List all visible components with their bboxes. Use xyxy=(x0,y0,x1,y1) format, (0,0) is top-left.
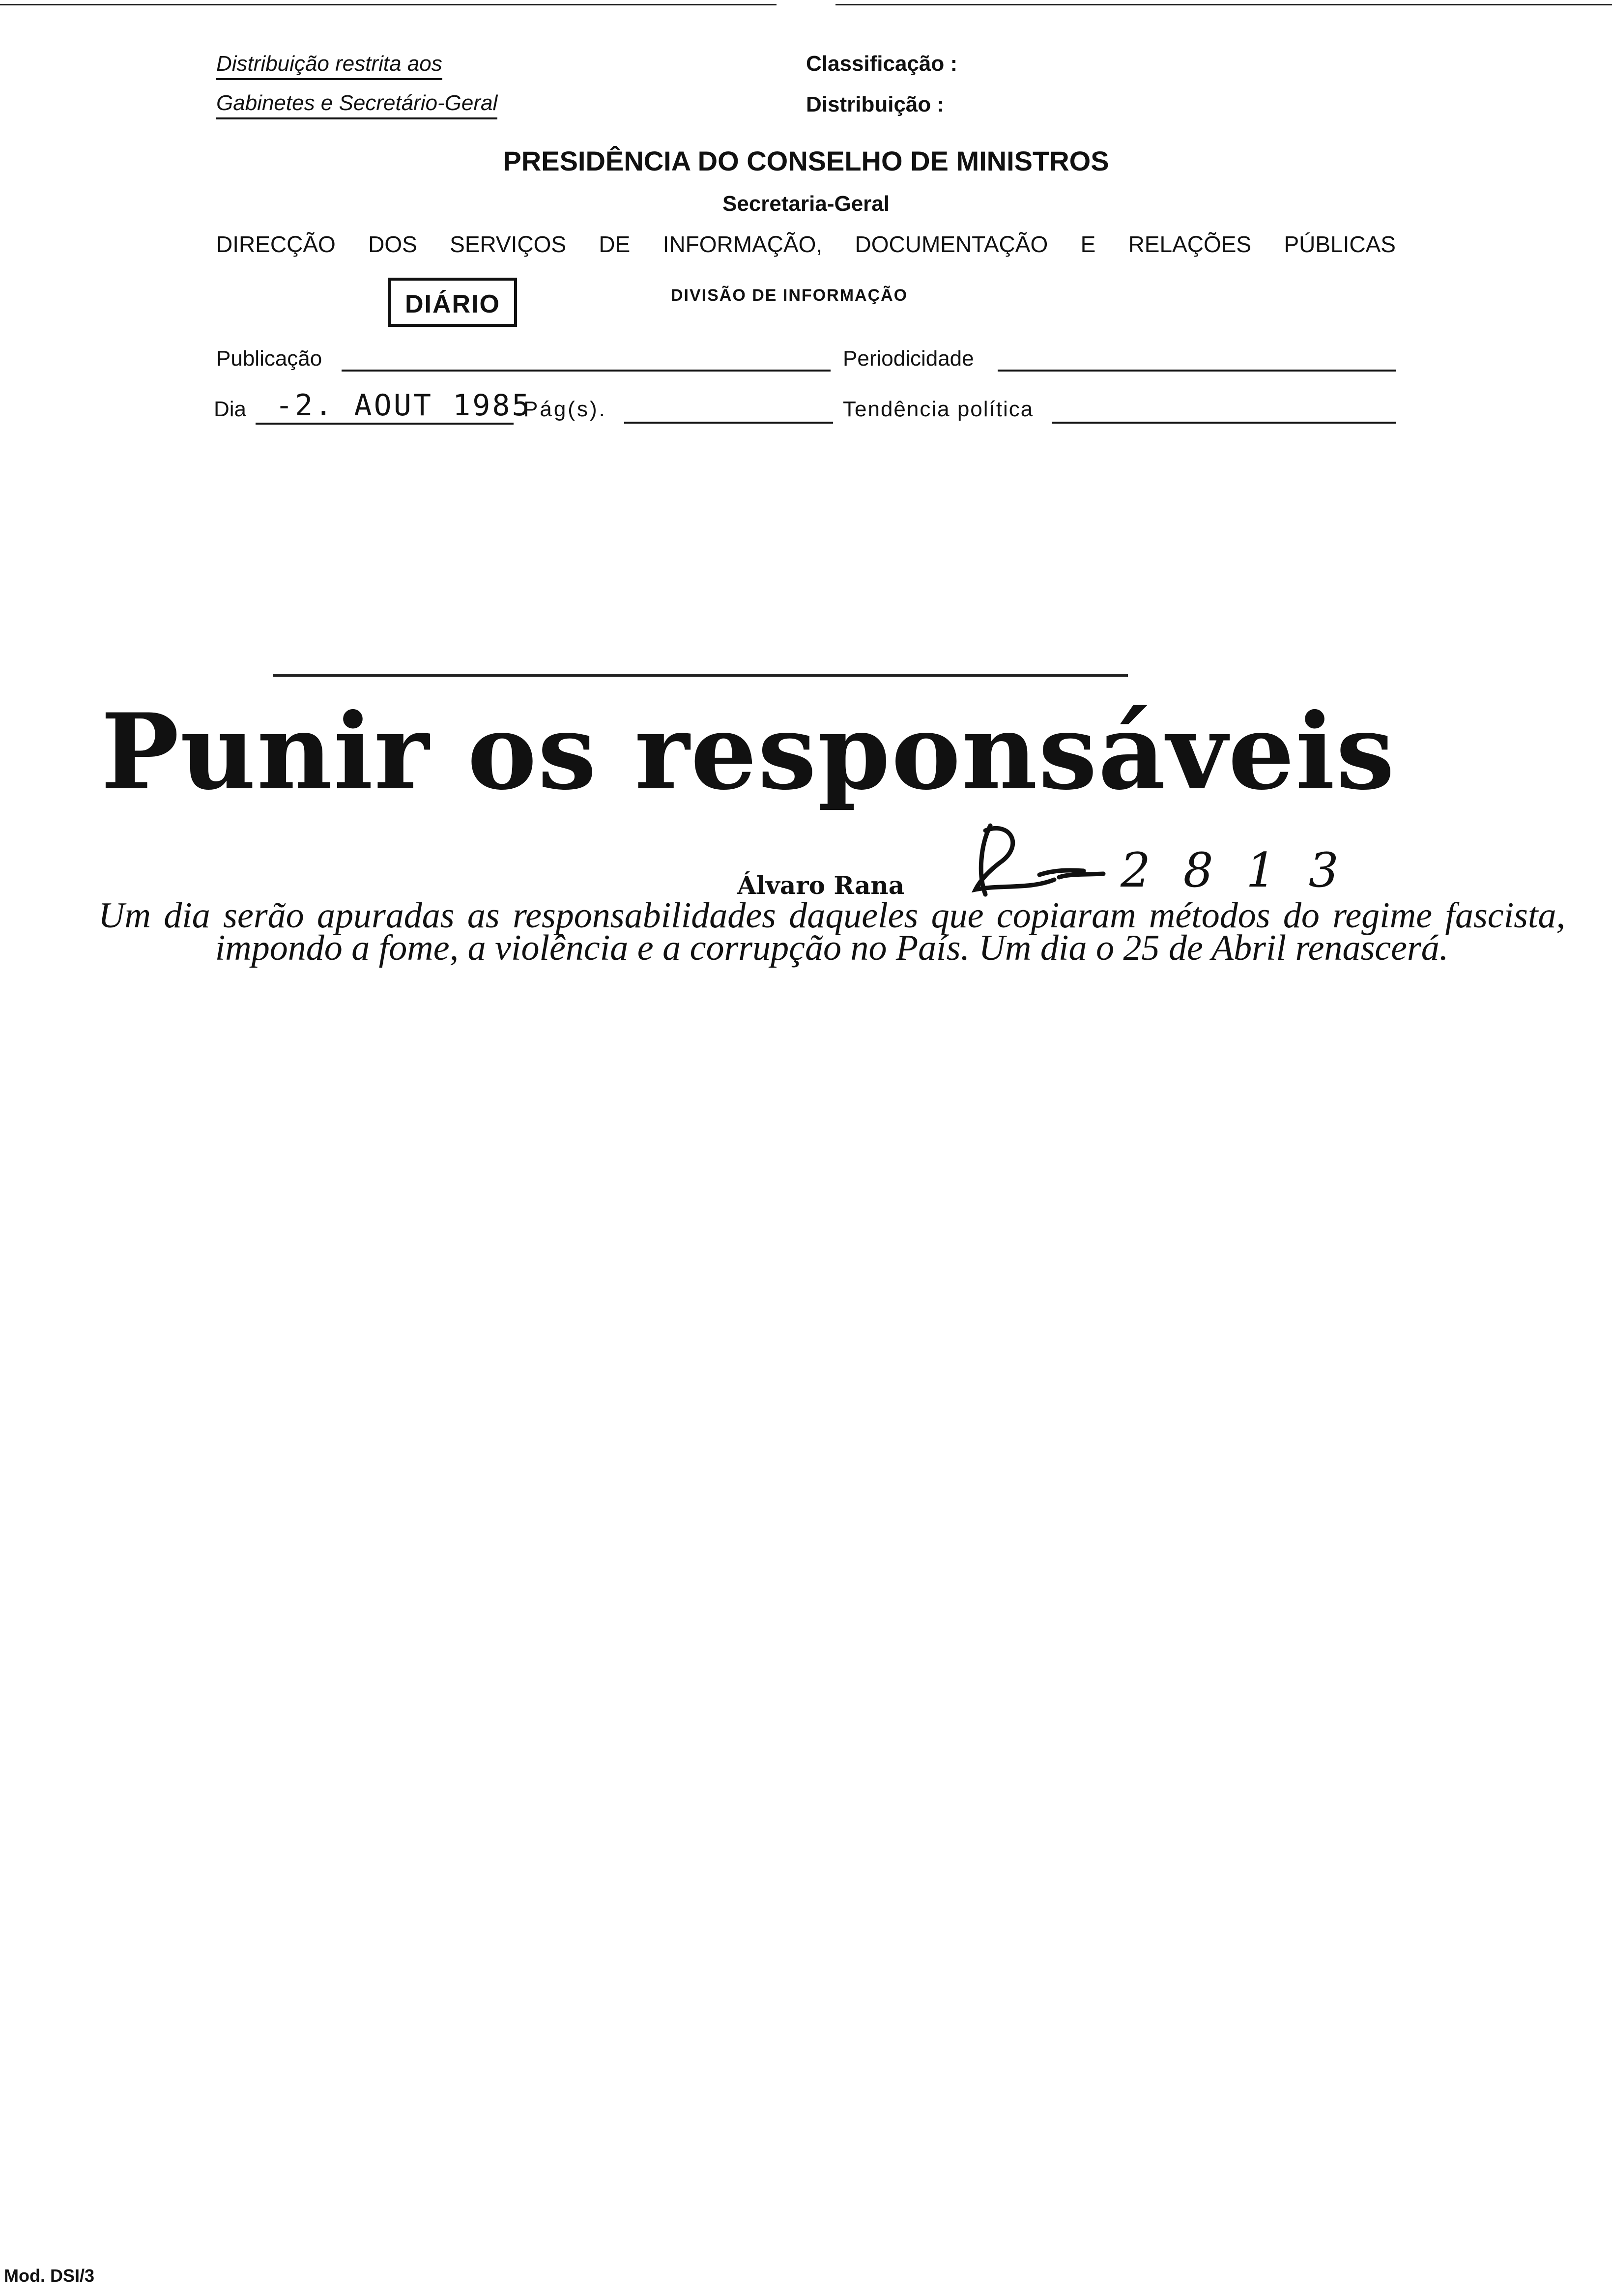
direccao-word: RELAÇÕES xyxy=(1128,231,1252,257)
divisao-label: DIVISÃO DE INFORMAÇÃO xyxy=(671,286,908,305)
page-title: PRESIDÊNCIA DO CONSELHO DE MINISTROS xyxy=(503,145,1109,176)
handwritten-reference: 2 8 1 3 xyxy=(1121,843,1348,898)
article-lead: Um dia serão apuradas as responsabilidades daqueles que copiaram métodos do regime fascista, impondo a fome, a violência e a corrupção no País. Um dia o 25 de Abril renascerá. xyxy=(98,895,1565,968)
direccao-line xyxy=(216,231,1396,258)
direccao-word: DOCUMENTAÇÃO xyxy=(855,231,1048,257)
pags-blank xyxy=(624,422,833,424)
direccao-word: SERVIÇOS xyxy=(450,231,567,257)
periodicidade-blank xyxy=(998,370,1396,372)
diario-stamp: DIÁRIO xyxy=(388,278,517,327)
page-subtitle: Secretaria-Geral xyxy=(722,192,890,216)
tendencia-label: Tendência política xyxy=(843,397,1034,421)
distribution-cabinets-line: Gabinetes e Secretário-Geral xyxy=(216,91,497,119)
form-code: Mod. DSI/3 xyxy=(4,2266,95,2286)
classificacao-label: Classificação : xyxy=(806,52,958,76)
top-border-left xyxy=(0,4,777,5)
direccao-word: DE xyxy=(599,231,631,257)
tendencia-blank xyxy=(1052,422,1396,424)
article-author: Álvaro Rana xyxy=(737,871,905,900)
dia-blank xyxy=(256,423,514,425)
article-headline: Punir os responsáveis xyxy=(101,690,1396,813)
publicacao-blank xyxy=(342,370,831,372)
publicacao-label: Publicação xyxy=(216,346,322,371)
periodicidade-label: Periodicidade xyxy=(843,346,974,371)
top-border-right xyxy=(835,4,1612,5)
direccao-word: DOS xyxy=(368,231,417,257)
direccao-word: INFORMAÇÃO, xyxy=(662,231,823,257)
direccao-word: PÚBLICAS xyxy=(1284,231,1396,257)
dia-value: -2. AOUT 1985 xyxy=(275,388,532,423)
distribution-restricted-line: Distribuição restrita aos xyxy=(216,52,442,80)
direccao-word: E xyxy=(1080,231,1096,257)
distribuicao-label: Distribuição : xyxy=(806,92,945,116)
dia-label: Dia xyxy=(214,397,247,421)
direccao-word: DIRECÇÃO xyxy=(216,231,336,257)
pags-label: Pág(s). xyxy=(523,397,607,421)
clipping-top-rule xyxy=(273,674,1128,677)
